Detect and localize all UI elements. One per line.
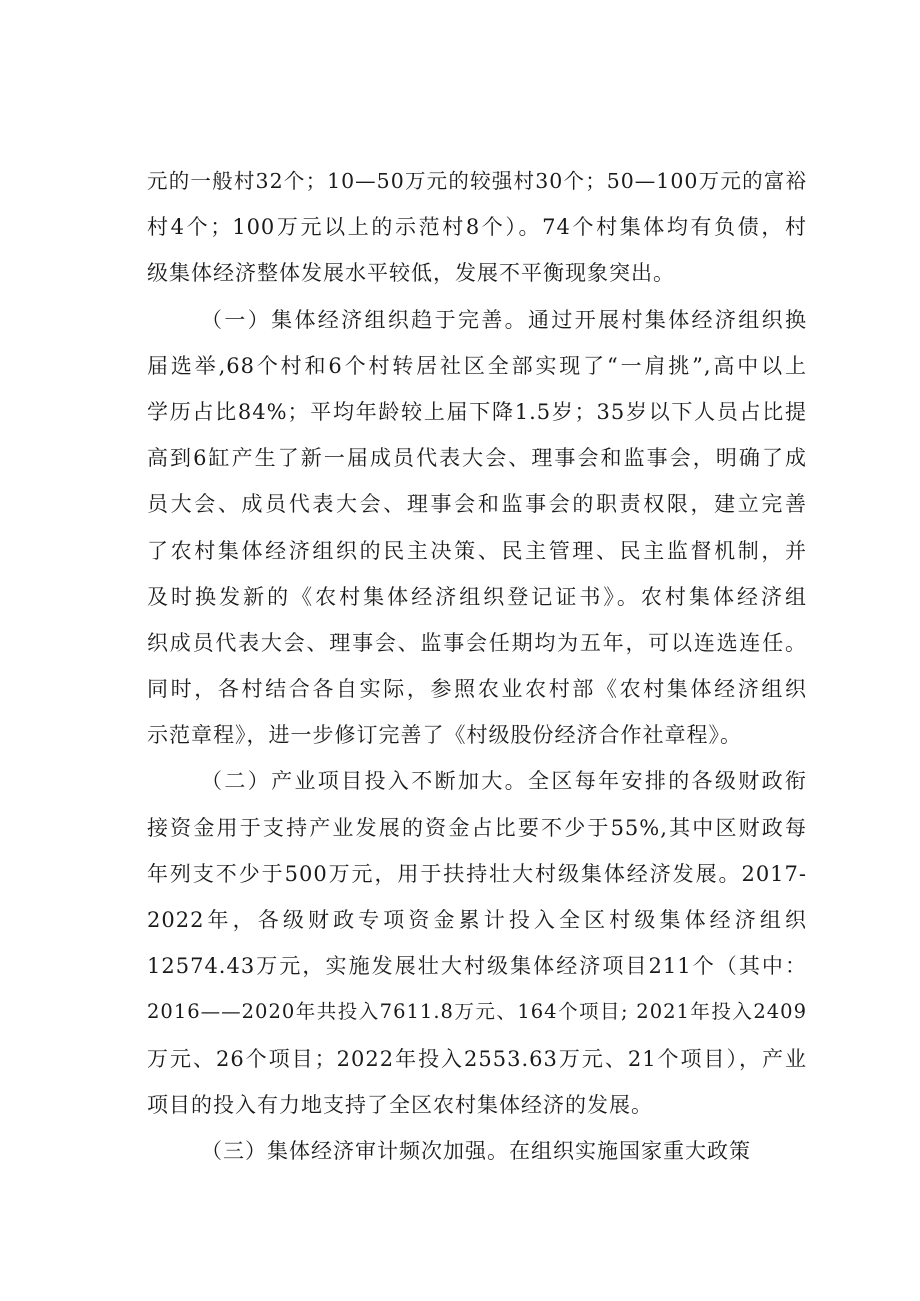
text-line: 员大会、成员代表大会、理事会和监事会的职责权限，建立完善: [147, 492, 807, 517]
text-line: 2022年，各级财政专项资金累计投入全区村级集体经济组织: [147, 908, 807, 932]
text-line: 2016——2020年共投入7611.8万元、164个项目; 2021年投入2409: [147, 1000, 807, 1024]
document-body: [147, 158, 807, 1174]
text-line: 织成员代表大会、理事会、监事会任期均为五年，可以连选连任。: [147, 630, 807, 655]
text-line: 届选举,68个村和6个村转居社区全部实现了“一肩挑”,高中以上: [147, 353, 807, 378]
text-line: 元的一般村32个；10—50万元的较强村30个；50—100万元的富裕: [147, 169, 807, 193]
text-line: 12574.43万元，实施发展壮大村级集体经济项目211个（其中：: [147, 954, 807, 979]
section-heading-line: （三）集体经济审计频次加强。在组织实施国家重大政策: [201, 1138, 751, 1163]
section-heading-line: （一）集体经济组织趋于完善。通过开展村集体经济组织换: [201, 307, 807, 332]
text-line: 村4个；100万元以上的示范村8个）。74个村集体均有负债，村: [147, 215, 807, 240]
text-line: 同时，各村结合各自实际，参照农业农村部《农村集体经济组织: [147, 677, 807, 702]
text-line: 及时换发新的《农村集体经济组织登记证书》。农村集体经济组: [147, 584, 807, 609]
text-line: 接资金用于支持产业发展的资金占比要不少于55%,其中区财政每: [147, 815, 807, 840]
text-line: 高到6缸产生了新一届成员代表大会、理事会和监事会，明确了成: [147, 446, 807, 471]
text-line: 了农村集体经济组织的民主决策、民主管理、民主监督机制，并: [147, 538, 807, 563]
text-line: 级集体经济整体发展水平较低，发展不平衡现象突出。: [147, 261, 675, 286]
text-line: 年列支不少于500万元，用于扶持壮大村级集体经济发展。2017-: [147, 861, 807, 886]
text-line: 示范章程》，进一步修订完善了《村级股份经济合作社章程》。: [147, 723, 742, 748]
text-line: 学历占比84%；平均年龄较上届下降1.5岁；35岁以下人员占比提: [147, 399, 807, 424]
text-line: 万元、26个项目；2022年投入2553.63万元、21个项目），产业: [147, 1046, 807, 1071]
text-line: 项目的投入有力地支持了全区农村集体经济的发展。: [147, 1092, 653, 1117]
section-heading-line: （二）产业项目投入不断加大。全区每年安排的各级财政衔: [201, 769, 807, 794]
